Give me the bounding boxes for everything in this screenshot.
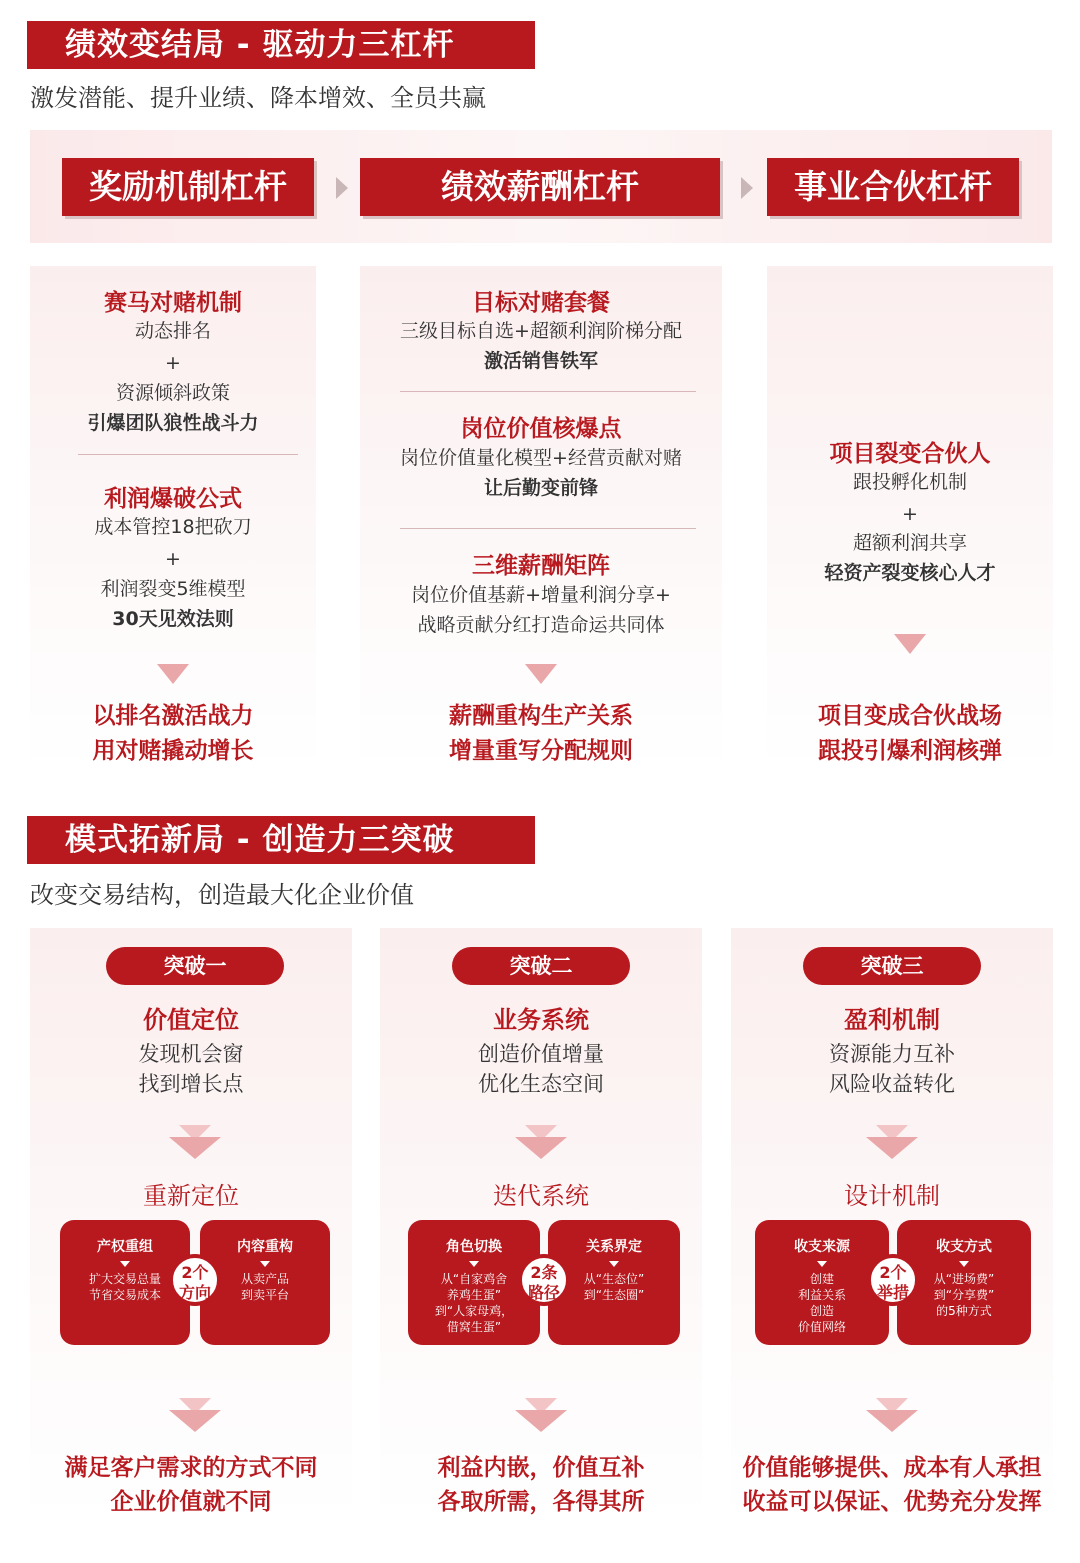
lever-card-performance-pay <box>360 266 722 769</box>
block-line: 利润裂变5维模型 <box>100 578 246 600</box>
divider <box>400 528 696 529</box>
section2-subtitle: 改变交易结构，创造最大化企业价值 <box>30 881 414 909</box>
breakthrough-desc: 优化生态空间 <box>478 1072 604 1096</box>
conclusion-line: 利益内嵌，价值互补 <box>437 1455 645 1481</box>
triangle-down-icon <box>959 1261 969 1267</box>
triangle-down-icon <box>120 1261 130 1267</box>
block-heading: 项目裂变合伙人 <box>829 441 991 467</box>
breakthrough-desc: 资源能力互补 <box>829 1042 955 1066</box>
breakthrough-desc: 发现机会窗 <box>138 1042 244 1066</box>
right-panel-line: 到“分享费” <box>933 1288 995 1302</box>
left-panel-line: 借窝生蛋” <box>446 1320 502 1334</box>
triangle-down-icon <box>260 1261 270 1267</box>
block-line: 跟投孵化机制 <box>852 471 967 493</box>
section1-title: 绩效变结局 - 驱动力三杠杆 <box>27 21 535 69</box>
left-panel-line: 节省交易成本 <box>88 1288 161 1302</box>
center-badge-line: 举措 <box>876 1283 909 1302</box>
block-heading: 岗位价值核爆点 <box>460 416 622 442</box>
block-line-bold: 轻资产裂变核心人才 <box>824 562 996 584</box>
down-arrow-icon <box>894 634 926 654</box>
right-panel-line: 到卖平台 <box>240 1288 289 1302</box>
triangle-down-icon <box>817 1261 827 1267</box>
left-panel-heading: 收支来源 <box>794 1239 850 1255</box>
block-line: 岗位价值量化模型+经营贡献对赌 <box>400 447 682 469</box>
conclusion-line: 满足客户需求的方式不同 <box>64 1455 318 1481</box>
right-panel-line: 的5种方式 <box>936 1304 992 1318</box>
breakthrough-title: 价值定位 <box>143 1006 239 1034</box>
center-badge <box>518 1254 570 1306</box>
chevron-right-icon <box>336 177 348 199</box>
breakthrough-desc: 风险收益转化 <box>829 1072 955 1096</box>
conclusion-line: 收益可以保证、优势充分发挥 <box>742 1489 1042 1515</box>
double-chevron-down-icon <box>165 1398 225 1436</box>
left-panel-heading: 角色切换 <box>446 1239 502 1255</box>
left-panel-heading: 产权重组 <box>97 1239 153 1255</box>
result-line: 项目变成合伙战场 <box>818 703 1002 729</box>
result-line: 以排名激活战力 <box>92 703 254 729</box>
block-line-bold: 让后勤变前锋 <box>483 477 598 499</box>
divider <box>78 454 298 455</box>
down-arrow-icon <box>157 664 189 684</box>
right-panel-line: 从卖产品 <box>240 1272 289 1286</box>
result-line: 跟投引爆利润核弹 <box>818 738 1002 764</box>
triangle-down-icon <box>469 1261 479 1267</box>
breakthrough-card-3 <box>731 928 1053 1518</box>
lever-reward: 奖励机制杠杆 <box>62 158 314 216</box>
result-line: 薪酬重构生产关系 <box>449 703 633 729</box>
section1-subtitle: 激发潜能、提升业绩、降本增效、全员共赢 <box>30 84 486 112</box>
lever-card-reward <box>30 266 316 769</box>
double-chevron-down-icon <box>165 1125 225 1163</box>
block-line: 战略贡献分红打造命运共同体 <box>417 614 665 636</box>
center-badge <box>867 1254 919 1306</box>
block-line: 资源倾斜政策 <box>115 382 230 404</box>
result-line: 增量重写分配规则 <box>449 738 633 764</box>
center-badge-line: 2个 <box>181 1263 209 1282</box>
divider <box>400 391 696 392</box>
left-panel-line: 从“自家鸡舍 <box>440 1272 508 1286</box>
center-badge-line: 2条 <box>530 1263 558 1282</box>
block-line-bold: 30天见效法则 <box>112 608 234 630</box>
double-chevron-down-icon <box>511 1125 571 1163</box>
right-panel-line: 从“生态位” <box>583 1272 645 1286</box>
block-line: 岗位价值基薪+增量利润分享+ <box>411 584 671 606</box>
left-panel-line: 利益关系 <box>797 1288 846 1302</box>
block-line: 成本管控18把砍刀 <box>94 516 252 538</box>
plus-sign: + <box>902 503 918 525</box>
breakthrough-title: 盈利机制 <box>844 1006 940 1034</box>
down-arrow-icon <box>525 664 557 684</box>
left-panel-line: 价值网络 <box>797 1320 846 1334</box>
conclusion-line: 企业价值就不同 <box>110 1489 272 1515</box>
breakthrough-pill: 突破一 <box>106 947 284 985</box>
left-panel-line: 创建 <box>809 1272 834 1286</box>
breakthrough-card-1 <box>30 928 352 1518</box>
right-panel-heading: 关系界定 <box>586 1239 642 1255</box>
double-chevron-down-icon <box>862 1398 922 1436</box>
breakthrough-pill: 突破三 <box>803 947 981 985</box>
breakthrough-title: 业务系统 <box>493 1006 589 1034</box>
breakthrough-pill: 突破二 <box>452 947 630 985</box>
lever-card-partnership <box>767 266 1053 769</box>
plus-sign: + <box>165 548 181 570</box>
block-line: 超额利润共享 <box>852 532 967 554</box>
block-line-bold: 激活销售铁军 <box>483 350 598 372</box>
stage-label: 设计机制 <box>844 1182 940 1210</box>
breakthrough-desc: 创造价值增量 <box>478 1042 604 1066</box>
block-line-bold: 引爆团队狼性战斗力 <box>87 412 259 434</box>
lever-performance-pay: 绩效薪酬杠杆 <box>360 158 720 216</box>
left-panel-line: 扩大交易总量 <box>88 1272 161 1286</box>
right-panel-line: 从“进场费” <box>933 1272 995 1286</box>
center-badge-line: 2个 <box>879 1263 907 1282</box>
block-line: 动态排名 <box>134 320 211 342</box>
block-heading: 三维薪酬矩阵 <box>472 553 610 579</box>
result-line: 用对赌撬动增长 <box>92 738 254 764</box>
left-panel-line: 到“人家母鸡， <box>434 1304 514 1318</box>
block-heading: 赛马对赌机制 <box>104 290 242 316</box>
right-panel-heading: 收支方式 <box>936 1239 992 1255</box>
conclusion-line: 各取所需，各得其所 <box>437 1489 645 1515</box>
section2-title: 模式拓新局 - 创造力三突破 <box>27 816 535 864</box>
lever-partnership: 事业合伙杠杆 <box>767 158 1019 216</box>
double-chevron-down-icon <box>511 1398 571 1436</box>
breakthrough-card-2 <box>380 928 702 1518</box>
right-panel-line: 到“生态圈” <box>583 1288 645 1302</box>
block-line: 三级目标自选+超额利润阶梯分配 <box>400 320 682 342</box>
chevron-right-icon <box>741 177 753 199</box>
center-badge-line: 方向 <box>178 1283 211 1302</box>
breakthrough-desc: 找到增长点 <box>138 1072 244 1096</box>
right-panel-heading: 内容重构 <box>237 1239 293 1255</box>
stage-label: 重新定位 <box>143 1182 239 1210</box>
center-badge <box>169 1254 221 1306</box>
center-badge-line: 路径 <box>527 1283 560 1302</box>
triangle-down-icon <box>609 1261 619 1267</box>
left-panel-line: 创造 <box>809 1304 834 1318</box>
stage-label: 迭代系统 <box>493 1182 589 1210</box>
conclusion-line: 价值能够提供、成本有人承担 <box>742 1455 1042 1481</box>
left-panel-line: 养鸡生蛋” <box>446 1288 502 1302</box>
block-heading: 利润爆破公式 <box>104 486 242 512</box>
block-heading: 目标对赌套餐 <box>472 290 610 316</box>
plus-sign: + <box>165 352 181 374</box>
double-chevron-down-icon <box>862 1125 922 1163</box>
